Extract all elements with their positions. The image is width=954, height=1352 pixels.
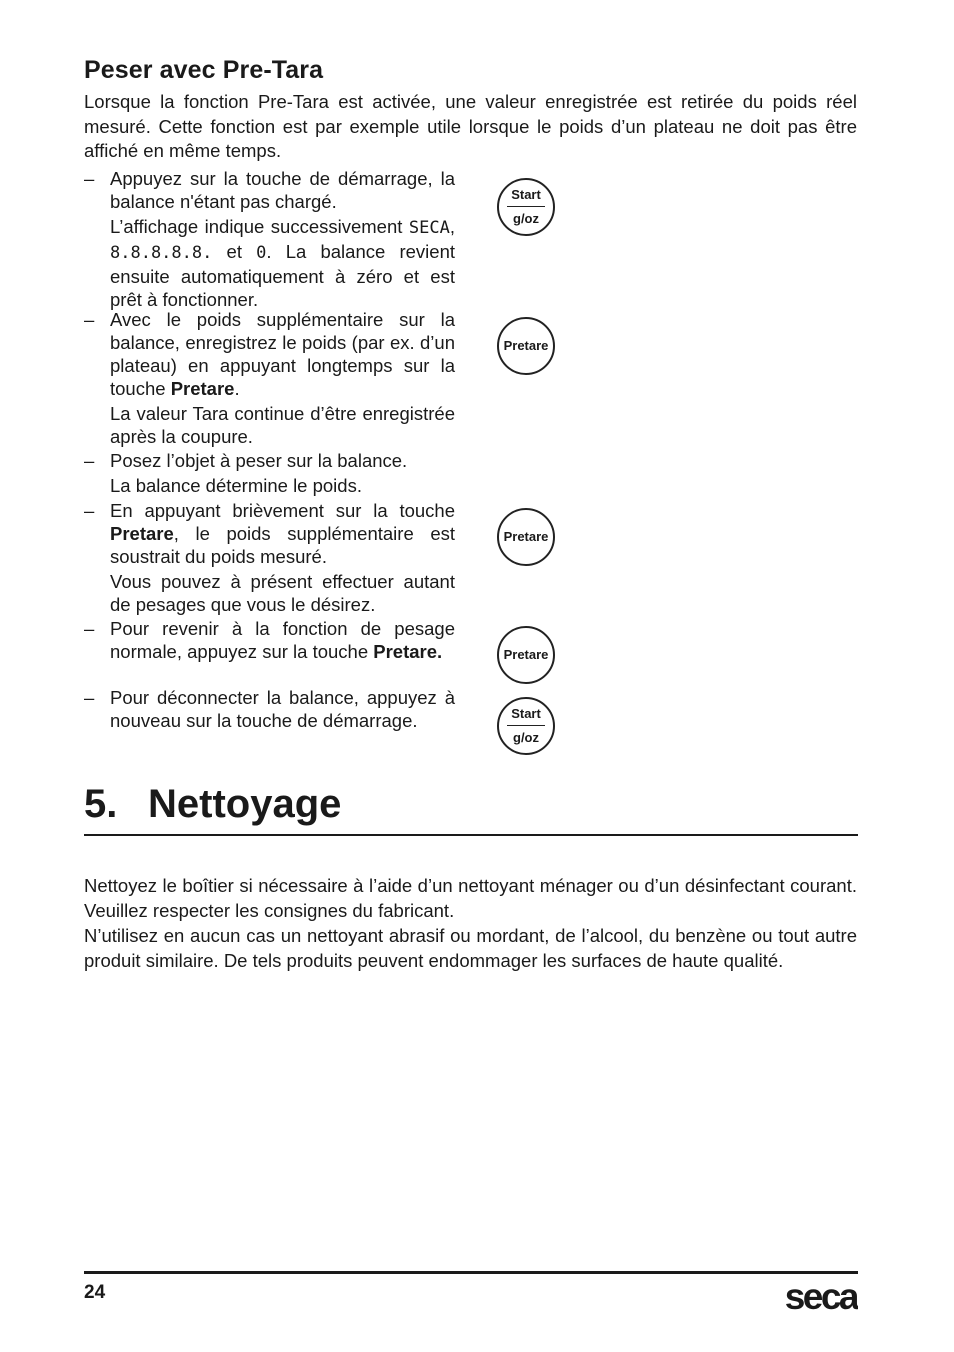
page-number: 24	[84, 1282, 106, 1303]
cleaning-text	[84, 873, 857, 973]
step-1-text: Appuyez sur la touche de démarrage, la balance n'étant pas chargé.	[110, 168, 455, 212]
lcd-seca: SECA	[408, 218, 450, 238]
start-key-icon	[497, 178, 555, 236]
intro-text: Lorsque la fonction Pre-Tara est activée, une valeur enregistrée est retirée du poids réel mesuré. Cette fonction est par exemple utile lorsque le poids d’un plateau ne doit pas être affiché en même temps.	[84, 91, 857, 161]
step-dash: –	[84, 618, 95, 639]
key-label: g/oz	[513, 211, 539, 226]
step-5	[84, 617, 455, 663]
section-number: 5.	[84, 782, 118, 826]
text-fragment: .	[234, 378, 240, 399]
pretare-key-label: Pretare.	[373, 641, 443, 662]
cleaning-paragraph-2: N’utilisez en aucun cas un nettoyant abrasif ou mordant, de l’alcool, du benzène ou tout autre produit similaire. De tels produits peuvent endommager les surfaces de haute qualité.	[84, 925, 857, 971]
section-title: Nettoyage	[148, 782, 342, 826]
intro-paragraph	[84, 90, 857, 164]
step-3-note: La balance détermine le poids.	[110, 475, 362, 496]
text-fragment: ,	[449, 216, 455, 237]
step-6	[84, 686, 455, 732]
text-fragment: En appuyant brièvement sur la touche	[110, 500, 455, 521]
step-4-note: Vous pouvez à présent effectuer autant de pesages que vous le désirez.	[110, 571, 455, 615]
step-dash: –	[84, 687, 95, 708]
step-1-display-text	[110, 215, 455, 311]
step-4	[84, 499, 455, 616]
step-2-text	[110, 308, 455, 400]
text-fragment: Avec le poids supplémentaire sur la balance, enregistrez le poids (par ex. d’un plateau) en appuyant longtemps sur la touche	[110, 309, 455, 399]
pretare-key-icon	[497, 626, 555, 684]
pretare-key-icon	[497, 508, 555, 566]
step-3-text: Posez l’objet à peser sur la balance.	[110, 450, 408, 471]
heading-divider	[84, 834, 858, 836]
step-2	[84, 308, 455, 448]
step-5-text	[110, 617, 455, 663]
key-label: Pretare	[503, 529, 549, 544]
text-fragment: L’affichage indique successivement	[110, 216, 409, 237]
section-subtitle: Peser avec Pre-Tara	[84, 56, 324, 84]
pretare-key-label: Pretare	[170, 378, 235, 399]
step-3	[84, 449, 455, 497]
text-fragment: . La balance revient ensuite automatiquement à zéro et est prêt à fonctionner.	[110, 241, 455, 310]
key-label: Pretare	[503, 338, 549, 353]
footer-divider	[84, 1271, 858, 1274]
key-divider	[507, 725, 545, 726]
lcd-test-pattern: 8.8.8.8.8.	[110, 243, 213, 263]
pretare-key-icon	[497, 317, 555, 375]
text-fragment: Pour revenir à la fonction de pesage normale, appuyez sur la touche	[110, 618, 455, 662]
section-heading	[84, 782, 341, 827]
key-label: Start	[511, 706, 541, 721]
step-6-text: Pour déconnecter la balance, appuyez à nouveau sur la touche de démarrage.	[110, 687, 455, 731]
step-2-note: La valeur Tara continue d’être enregistrée après la coupure.	[110, 403, 455, 447]
cleaning-paragraph-1: Nettoyez le boîtier si nécessaire à l’aide d’un nettoyant ménager ou d’un désinfectant courant. Veuillez respecter les consignes du fabricant.	[84, 875, 857, 921]
key-label: g/oz	[513, 730, 539, 745]
start-key-icon	[497, 697, 555, 755]
step-1	[84, 167, 455, 311]
text-fragment: et	[212, 241, 257, 262]
key-divider	[507, 206, 545, 207]
logo-text: seca	[784, 1276, 857, 1312]
step-dash: –	[84, 309, 95, 330]
key-label: Pretare	[503, 647, 549, 662]
text-fragment: , le poids supplémentaire est soustrait du poids mesuré.	[110, 523, 455, 567]
step-4-text	[110, 499, 455, 568]
key-label: Start	[511, 187, 541, 202]
step-dash: –	[84, 500, 95, 521]
lcd-zero: 0	[256, 243, 267, 263]
pretare-key-label: Pretare	[110, 523, 174, 544]
step-dash: –	[84, 450, 95, 471]
seca-logo	[778, 1272, 858, 1312]
step-dash: –	[84, 168, 95, 189]
